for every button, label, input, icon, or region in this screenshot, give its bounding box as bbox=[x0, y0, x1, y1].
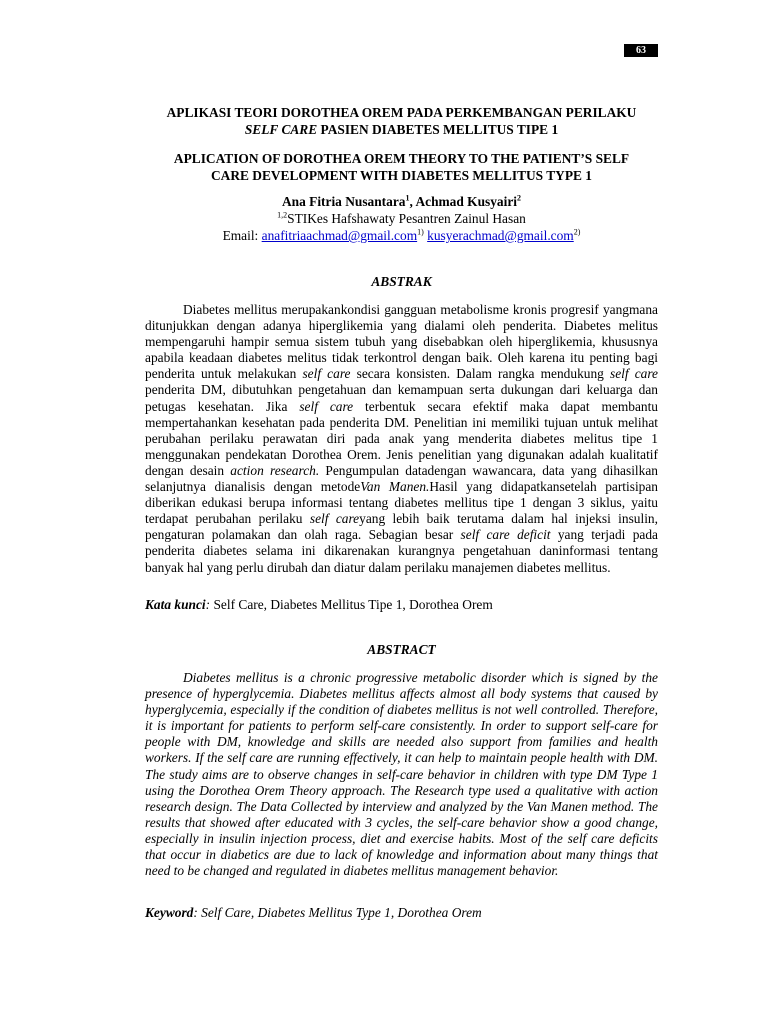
kata-kunci-text: Self Care, Diabetes Mellitus Tipe 1, Dorothea Orem bbox=[210, 597, 493, 612]
kata-kunci-label: Kata kunci bbox=[145, 597, 206, 612]
abstrak-text-2: secara konsisten. Dalam rangka mendukung bbox=[350, 366, 610, 382]
title-en-line2: CARE DEVELOPMENT WITH DIABETES MELLITUS TYPE 1 bbox=[211, 168, 592, 183]
author-1: Ana Fitria Nusantara bbox=[281, 194, 406, 209]
abstrak-text-1: Diabetes mellitus merupakankondisi gangguan metabolisme kronis progresif yangmana ditunjukkan dengan adanya hiperglikemia yang dialami oleh penderita. Diabetes melitus mempengaruhi hampir semua sistem tubuh yang disebabkan oleh hiperglikemia, khususnya apabila keadaan diabetes melitus tidak terkontrol dengan baik. Oleh karena itu penting bagi penderita untuk melakukan bbox=[145, 302, 658, 382]
page-number: 63 bbox=[624, 44, 658, 57]
abstrak-text-4: terbentuk secara efektif maka dapat membantu mempertahankan kesehatan pada penderita DM. Penelitian ini memiliki tujuan untuk melihat perubahan perilaku perawatan diri pada anak yang menderita diabetes melitus tipe 1 menggunakan pendekatan Dorothea Orem. Jenis penelitian yang digunakan adalah kualitatif dengan desain bbox=[145, 398, 659, 478]
email-link-1[interactable]: anafitriaachmad@gmail.com bbox=[261, 228, 418, 243]
email-1-sup: 1) bbox=[417, 227, 424, 237]
title-id-line2 bbox=[145, 121, 658, 138]
abstrak-text-6: Hasil yang didapatkansetelah partisipan diberikan edukasi berupa informasi tentang diabetes mellitus tipe 1 dengan 3 siklus, yaitu terdapat perubahan perilaku bbox=[145, 479, 658, 527]
author-block bbox=[145, 193, 658, 244]
title-id-rest: PASIEN DIABETES MELLITUS TIPE 1 bbox=[317, 122, 559, 137]
abstract-heading: ABSTRACT bbox=[367, 642, 436, 657]
keyword-label: Keyword bbox=[145, 905, 194, 920]
abstrak-body bbox=[145, 302, 658, 576]
abstrak-italic-2: self care bbox=[609, 366, 659, 382]
abstrak-italic-3: self care bbox=[299, 398, 354, 414]
affiliation-text: STIKes Hafshawaty Pesantren Zainul Hasan bbox=[287, 211, 526, 226]
abstrak-heading: ABSTRAK bbox=[371, 274, 432, 289]
kata-kunci bbox=[145, 596, 658, 613]
abstrak-text-7: yang lebih baik terutama dalam hal injeksi insulin, pengaturan polamakan dan olah raga. Sebagian besar bbox=[145, 511, 658, 543]
author-separator: , bbox=[409, 194, 416, 209]
abstract-body bbox=[145, 670, 658, 879]
author-2-sup: 2 bbox=[517, 193, 522, 203]
keyword bbox=[145, 904, 658, 921]
abstrak-text-8: yang terjadi pada penderita diabetes selama ini dikarenakan kurangnya pengetahuan daninformasi tentang banyak hal yang perlu dirubah dan diatur dalam perilaku manajemen diabetes mellitus. bbox=[145, 527, 658, 575]
abstrak-italic-4: action research. bbox=[230, 462, 320, 478]
kata-kunci-block bbox=[145, 596, 658, 613]
author-1-sup: 1 bbox=[405, 193, 410, 203]
email-line bbox=[145, 227, 658, 244]
authors bbox=[145, 193, 658, 210]
affiliation-sup: 1,2 bbox=[277, 210, 288, 220]
title-indonesian bbox=[145, 104, 658, 138]
title-en-line1: APLICATION OF DOROTHEA OREM THEORY TO THE PATIENT’S SELF bbox=[173, 151, 630, 166]
email-label: Email: bbox=[222, 228, 262, 243]
title-id-italic: SELF CARE bbox=[244, 122, 318, 137]
title-english bbox=[145, 150, 658, 184]
abstrak-paragraph bbox=[145, 302, 658, 576]
abstrak-italic-6: self care bbox=[309, 511, 360, 527]
abstrak-text-3: penderita DM, dibutuhkan pengetahuan dan kemampuan serta dukungan dari keluarga dan petugas kesehatan. Jika bbox=[145, 382, 658, 414]
abstrak-italic-1: self care bbox=[302, 366, 351, 382]
abstrak-italic-5: Van Manen. bbox=[360, 479, 430, 495]
keyword-block bbox=[145, 904, 658, 921]
abstrak-italic-7: self care deficit bbox=[460, 527, 551, 543]
title-id-line1: APLIKASI TEORI DOROTHEA OREM PADA PERKEMBANGAN PERILAKU bbox=[166, 105, 637, 120]
kata-kunci-colon: : bbox=[205, 597, 211, 612]
keyword-text: : Self Care, Diabetes Mellitus Type 1, Dorothea Orem bbox=[193, 905, 482, 920]
abstract-paragraph: Diabetes mellitus is a chronic progressive metabolic disorder which is signed by the presence of hyperglycemia. Diabetes mellitus affects almost all body systems that caused by hyperglycemia, especially if the condition of diabetes mellitus is not well controlled. Therefore, it is important for patients to perform self-care consistently. In order to support self-care for people with DM, knowledge and skills are needed also support from families and health workers. If the self care are running effectively, it can help to maintain people health with DM. The study aims are to observe changes in self-care behavior in children with type DM Type 1 using the Dorothea Orem Theory approach. The Research type used a qualitative with action research design. The Data Collected by interview and analyzed by the Van Manen method. The results that showed after educated with 3 cycles, the self-care behavior show a good change, especially in insulin injection process, diet and exercise habits. Most of the self care deficits that occur in diabetics are due to lack of knowledge and information about many things that need to be changed and regulated in diabetes mellitus management behavior. bbox=[145, 670, 658, 879]
affiliation bbox=[145, 210, 658, 227]
abstrak-section bbox=[145, 273, 658, 290]
abstrak-text-5: Pengumpulan datadengan wawancara, data yang dihasilkan selanjutnya dianalisis dengan metode bbox=[145, 462, 658, 495]
email-link-2[interactable]: kusyerachmad@gmail.com bbox=[427, 228, 574, 243]
author-2: Achmad Kusyairi bbox=[415, 194, 518, 209]
abstract-section bbox=[145, 641, 658, 658]
email-2-sup: 2) bbox=[573, 227, 581, 237]
